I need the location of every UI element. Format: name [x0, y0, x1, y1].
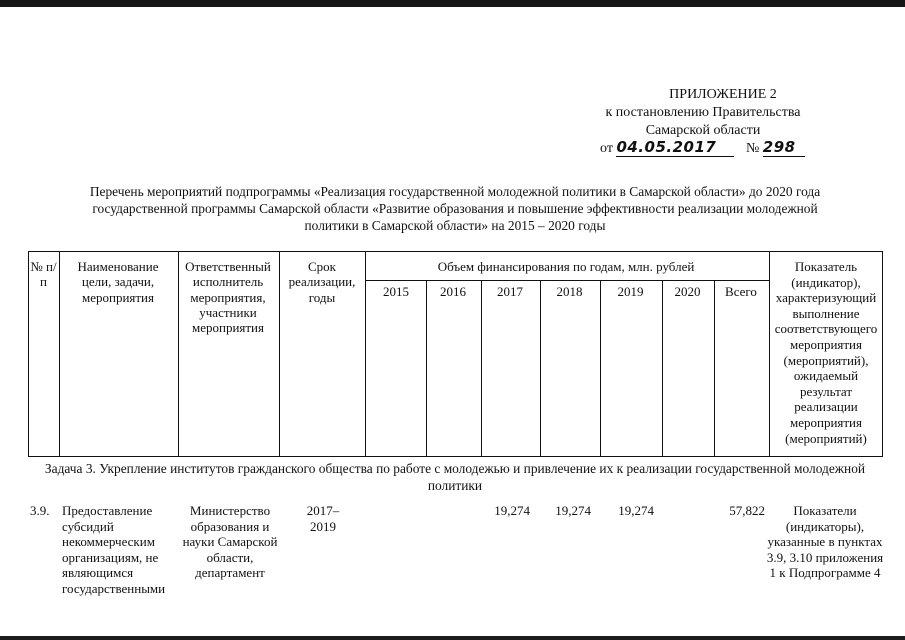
col-divider [662, 280, 663, 456]
handwritten-date: 04.05.2017 [616, 138, 717, 156]
row-executor: Министерство образования и науки Самарской области, департамент [182, 503, 278, 580]
appendix-title: ПРИЛОЖЕНИЕ 2 [669, 87, 777, 102]
col-divider [769, 252, 770, 456]
row-value-2019: 19,274 [618, 503, 654, 518]
col-divider [714, 280, 715, 456]
row-value-total: 57,822 [729, 503, 765, 518]
header-executor: Ответственный исполнитель мероприятия, участники мероприятия [185, 259, 271, 336]
col-divider [365, 252, 366, 456]
appendix-line-1: к постановлению Правительства [605, 105, 801, 120]
header-funding: Объем финансирования по годам, млн. рублей [437, 259, 695, 274]
appendix-line-2: Самарской области [645, 123, 761, 138]
header-num: № п/п [30, 259, 57, 290]
header-year-2019: 2019 [617, 284, 644, 299]
row-value-2018: 19,274 [555, 503, 591, 518]
handwritten-number: 298 [762, 138, 796, 156]
header-term: Срок реализации, годы [288, 259, 356, 305]
header-name: Наименование цели, задачи, мероприятия [77, 259, 159, 305]
col-divider [178, 252, 179, 456]
header-indicator: Показатель (индикатор), характеризующий выполнение соответствующего мероприятия (мероприятий), ожидаемый результат реализации мероприятия (мероприятий) [774, 259, 878, 446]
col-divider [481, 280, 482, 456]
document-title: Перечень мероприятий подпрограммы «Реализация государственной молодежной политики в Самарской области» до 2020 года государственной программы Самарской области «Развитие образования и повышение эффективности реализации молодежной политики в Самарской области» на 2015 – 2020 годы [89, 184, 821, 233]
date-field [616, 140, 734, 157]
col-divider [59, 252, 60, 456]
number-sign: № [745, 141, 760, 156]
appendix-date-line [560, 140, 846, 158]
header-year-2017: 2017 [497, 284, 523, 299]
col-divider [426, 280, 427, 456]
header-year-2020: 2020 [674, 284, 701, 299]
row-term: 2017–2019 [306, 503, 340, 534]
row-num: 3.9. [30, 503, 50, 518]
task-row: Задача 3. Укрепление институтов гражданского общества по работе с молодежью и привлечение их к реализации государственной молодежной политики [44, 461, 866, 493]
row-value-2017: 19,274 [494, 503, 530, 518]
header-year-2016: 2016 [440, 284, 466, 299]
scan-top-edge [0, 0, 905, 7]
number-field [763, 140, 805, 157]
scan-bottom-edge [0, 636, 905, 640]
row-indicator: Показатели (индикаторы), указанные в пунктах 3.9, 3.10 приложения 1 к Подпрограмме 4 [766, 503, 884, 580]
appendix-header [560, 86, 846, 158]
row-divider [365, 280, 769, 281]
header-year-2015: 2015 [383, 284, 409, 299]
header-year-2018: 2018 [556, 284, 583, 299]
col-divider [540, 280, 541, 456]
header-total: Всего [725, 284, 757, 299]
row-name: Предоставление субсидий некоммерческим организациям, не являющимся государственными [62, 503, 166, 596]
date-prefix: от [600, 141, 613, 156]
col-divider [600, 280, 601, 456]
